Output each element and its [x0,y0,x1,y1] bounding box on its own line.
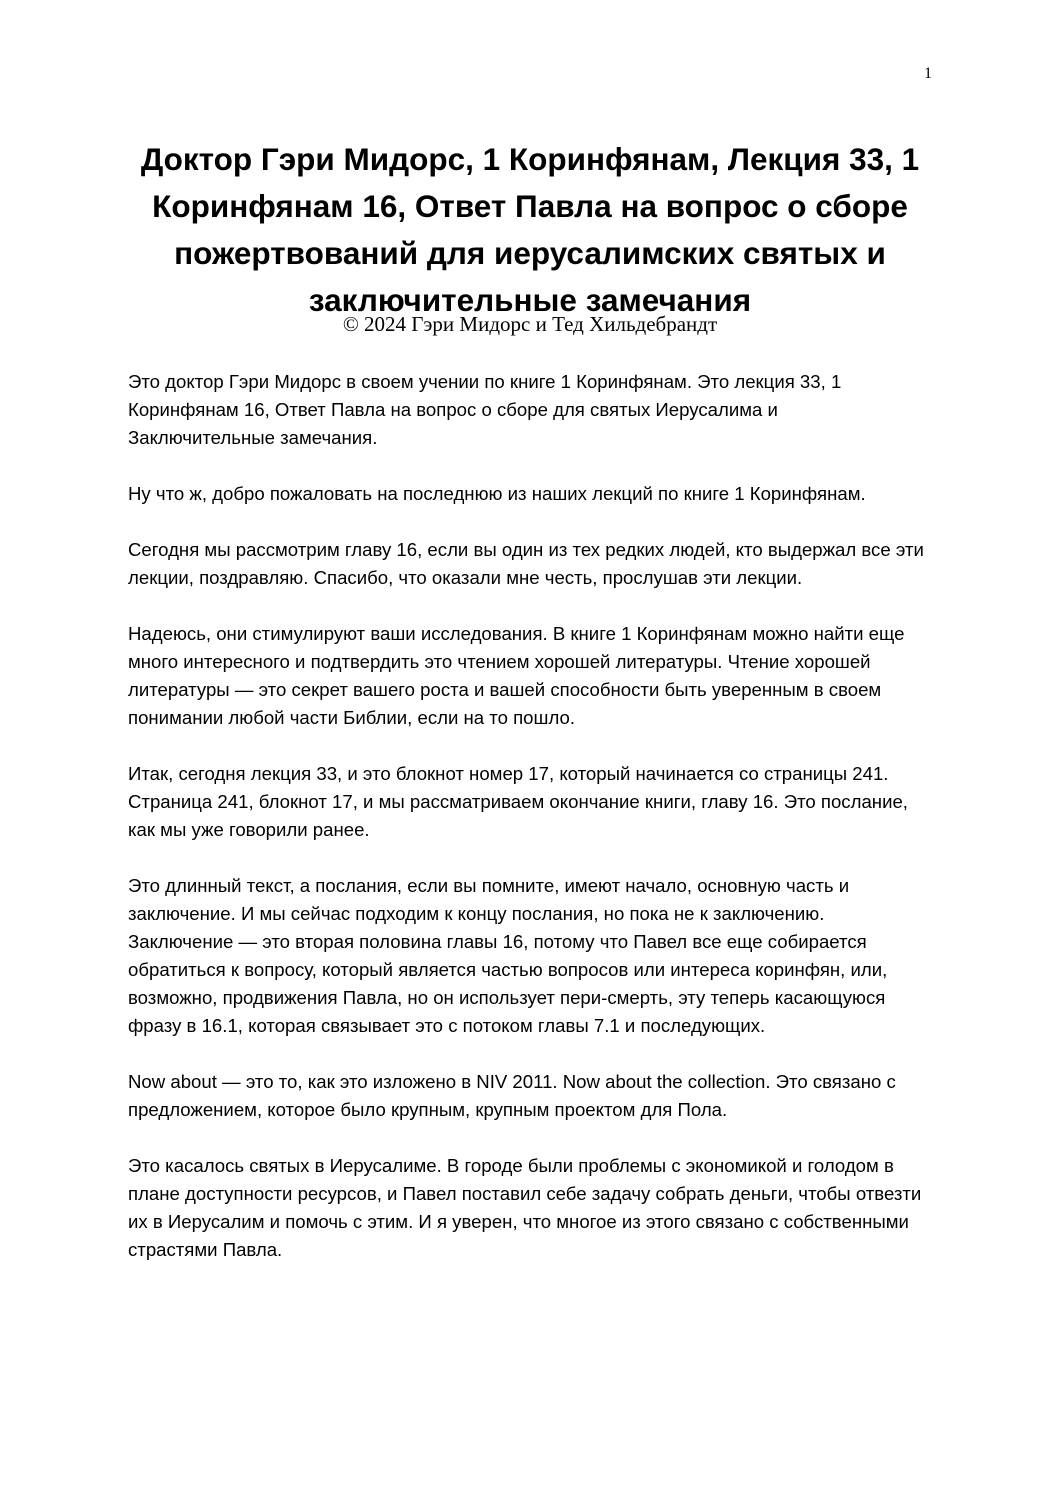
paragraph: Это касалось святых в Иерусалиме. В городе были проблемы с экономикой и голодом в плане доступности ресурсов, и Павел поставил себе задачу собрать деньги, чтобы отвезти их в Иерусалим и помочь с этим. И я уверен, что многое из этого связано с собственными страстями Павла. [128,1155,922,1260]
paragraph: Now about — это то, как это изложено в NIV 2011. Now about the collection. Это связано с предложением, которое было крупным, крупным проектом для Пола. [128,1071,896,1120]
body-text [128,368,928,1292]
copyright-line: © 2024 Гэри Мидорс и Тед Хильдебрандт [342,312,718,336]
paragraph: Надеюсь, они стимулируют ваши исследования. В книге 1 Коринфянам можно найти еще много интересного и подтвердить это чтением хорошей литературы. Чтение хорошей литературы — это секрет вашего роста и вашей способности быть уверенным в своем понимании любой части Библии, если на то пошло. [128,623,905,728]
document-title: Доктор Гэри Мидорс, 1 Коринфянам, Лекция 33, 1 Коринфянам 16, Ответ Павла на вопрос о сборе пожертвований для иерусалимских святых и заключительные замечания [140,141,920,318]
paragraph: Сегодня мы рассмотрим главу 16, если вы один из тех редких людей, кто выдержал все эти лекции, поздравляю. Спасибо, что оказали мне честь, прослушав эти лекции. [128,539,924,588]
paragraph: Итак, сегодня лекция 33, и это блокнот номер 17, который начинается со страницы 241. Страница 241, блокнот 17, и мы рассматриваем окончание книги, главу 16. Это послание, как мы уже говорили ранее. [128,763,908,840]
paragraph: Это длинный текст, а послания, если вы помните, имеют начало, основную часть и заключение. И мы сейчас подходим к концу послания, но пока не к заключению. Заключение — это вторая половина главы 16, потому что Павел все еще собирается обратиться к вопросу, который является частью вопросов или интереса коринфян, или, возможно, продвижения Павла, но он использует пери-смерть, эту теперь касающуюся фразу в 16.1, которая связывает это с потоком главы 7.1 и последующих. [128,875,888,1036]
paragraph: Это доктор Гэри Мидорс в своем учении по книге 1 Коринфянам. Это лекция 33, 1 Коринфянам 16, Ответ Павла на вопрос о сборе для святых Иерусалима и Заключительные замечания. [128,371,842,448]
paragraph: Ну что ж, добро пожаловать на последнюю из наших лекций по книге 1 Коринфянам. [128,483,866,504]
page-number: 1 [924,65,932,82]
